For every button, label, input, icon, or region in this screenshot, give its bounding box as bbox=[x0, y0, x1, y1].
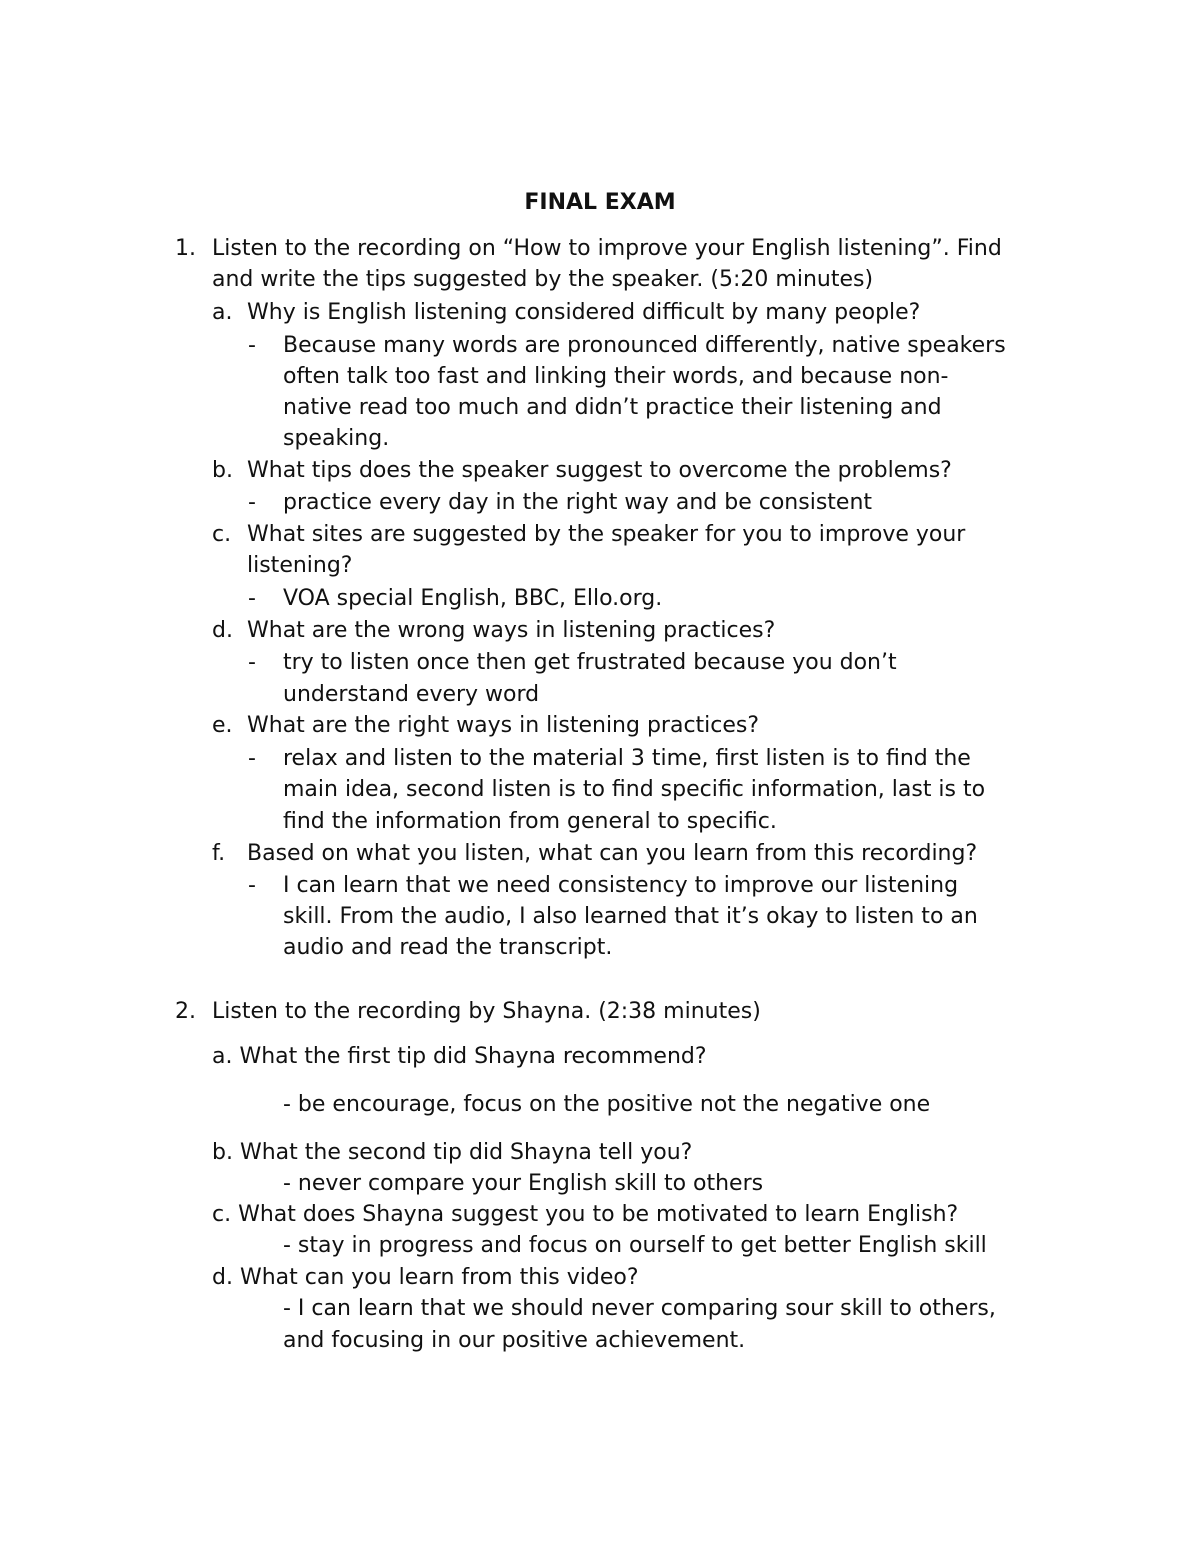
q1a-answer-line-1: Because many words are pronounced differently, native speakers bbox=[283, 333, 1006, 358]
q1e-question: What are the right ways in listening practices? bbox=[247, 713, 760, 738]
q2a-question: a. What the first tip did Shayna recommend? bbox=[212, 1044, 707, 1069]
q2c-answer-line-1: - stay in progress and focus on ourself to get better English skill bbox=[283, 1233, 987, 1258]
q1e-answer-line-1: relax and listen to the material 3 time, first listen is to find the bbox=[283, 746, 971, 771]
q2a-answer-line-1: - be encourage, focus on the positive not the negative one bbox=[283, 1092, 931, 1117]
q2d-question: d. What can you learn from this video? bbox=[212, 1265, 639, 1290]
q1c-question-line-1: What sites are suggested by the speaker for you to improve your bbox=[247, 522, 966, 547]
q1d-marker: d. bbox=[212, 618, 233, 643]
q1f-answer-line-3: audio and read the transcript. bbox=[283, 935, 613, 960]
q1-text-line-2: and write the tips suggested by the speaker. (5:20 minutes) bbox=[212, 267, 874, 292]
q1d-dash: - bbox=[248, 650, 256, 675]
q1a-answer-line-2: often talk too fast and linking their words, and because non- bbox=[283, 364, 949, 389]
q1c-marker: c. bbox=[212, 522, 232, 547]
q1e-answer-line-2: main idea, second listen is to find specific information, last is to bbox=[283, 777, 986, 802]
document-title: FINAL EXAM bbox=[524, 190, 676, 215]
q2b-answer-line-1: - never compare your English skill to others bbox=[283, 1171, 764, 1196]
q2-text: Listen to the recording by Shayna. (2:38 minutes) bbox=[212, 999, 761, 1024]
q2d-answer-line-2: and focusing in our positive achievement. bbox=[283, 1328, 746, 1353]
q1a-question: Why is English listening considered difficult by many people? bbox=[247, 300, 921, 325]
q1a-answer-line-4: speaking. bbox=[283, 426, 390, 451]
q1-text-line-1: Listen to the recording on “How to improve your English listening”. Find bbox=[212, 236, 1002, 261]
q1b-question: What tips does the speaker suggest to overcome the problems? bbox=[247, 458, 952, 483]
q1b-dash: - bbox=[248, 490, 256, 515]
q1f-dash: - bbox=[248, 873, 256, 898]
q1b-marker: b. bbox=[212, 458, 233, 483]
q1d-answer-line-2: understand every word bbox=[283, 682, 540, 707]
q1e-dash: - bbox=[248, 746, 256, 771]
q1f-answer-line-2: skill. From the audio, I also learned that it’s okay to listen to an bbox=[283, 904, 978, 929]
q1b-answer-line-1: practice every day in the right way and be consistent bbox=[283, 490, 873, 515]
q2b-question: b. What the second tip did Shayna tell you? bbox=[212, 1140, 693, 1165]
q1a-answer-line-3: native read too much and didn’t practice their listening and bbox=[283, 395, 942, 420]
q1c-question-line-2: listening? bbox=[247, 553, 353, 578]
q1f-marker: f. bbox=[212, 841, 226, 866]
q1c-dash: - bbox=[248, 586, 256, 611]
q1-marker: 1. bbox=[175, 236, 196, 261]
q1d-answer-line-1: try to listen once then get frustrated because you don’t bbox=[283, 650, 897, 675]
q1a-marker: a. bbox=[212, 300, 233, 325]
q1f-question: Based on what you listen, what can you learn from this recording? bbox=[247, 841, 978, 866]
q1e-answer-line-3: find the information from general to specific. bbox=[283, 809, 777, 834]
q2-marker: 2. bbox=[175, 999, 196, 1024]
q1f-answer-line-1: I can learn that we need consistency to improve our listening bbox=[283, 873, 959, 898]
q1a-dash: - bbox=[248, 333, 256, 358]
q1d-question: What are the wrong ways in listening practices? bbox=[247, 618, 776, 643]
q1e-marker: e. bbox=[212, 713, 233, 738]
q2c-question: c. What does Shayna suggest you to be motivated to learn English? bbox=[212, 1202, 959, 1227]
q2d-answer-line-1: - I can learn that we should never comparing sour skill to others, bbox=[283, 1296, 996, 1321]
q1c-answer-line-1: VOA special English, BBC, Ello.org. bbox=[283, 586, 663, 611]
